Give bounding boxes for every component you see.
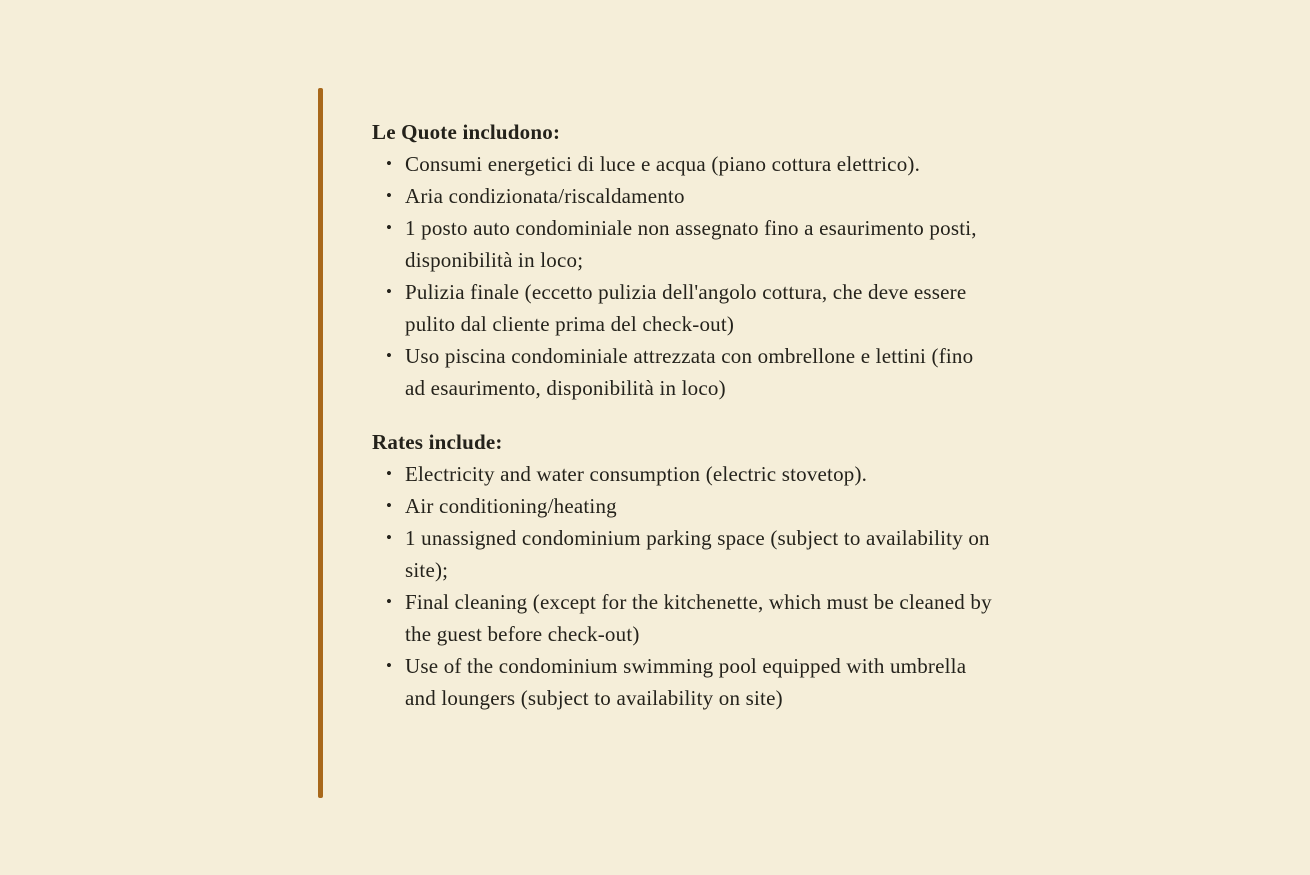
list-item-text: 1 posto auto condominiale non assegnato fino a esaurimento posti, disponibilità in loco;	[405, 216, 977, 272]
list-item	[372, 148, 997, 180]
list-item	[372, 458, 997, 490]
list-item-text: Uso piscina condominiale attrezzata con ombrellone e lettini (fino ad esaurimento, disponibilità in loco)	[405, 344, 974, 400]
list-item-text: Pulizia finale (eccetto pulizia dell'angolo cottura, che deve essere pulito dal cliente prima del check-out)	[405, 280, 967, 336]
list-item-text: Consumi energetici di luce e acqua (piano cottura elettrico).	[405, 152, 921, 176]
list-item	[372, 490, 997, 522]
list-item	[372, 276, 997, 340]
section-italian-rates	[372, 116, 997, 404]
list-item-text: Electricity and water consumption (electric stovetop).	[405, 462, 868, 486]
list-item-text: Use of the condominium swimming pool equipped with umbrella and loungers (subject to availability on site)	[405, 654, 967, 710]
list-item	[372, 650, 997, 714]
bullet-icon: •	[386, 592, 393, 611]
bullet-list-italian	[372, 148, 997, 404]
bullet-list-english	[372, 458, 997, 714]
list-item	[372, 180, 997, 212]
bullet-icon: •	[386, 656, 393, 675]
list-item-text: Final cleaning (except for the kitchenette, which must be cleaned by the guest before check-out)	[405, 590, 992, 646]
bullet-icon: •	[386, 528, 393, 547]
list-item	[372, 522, 997, 586]
list-item-text: Air conditioning/heating	[405, 494, 617, 518]
section-heading-italian: Le Quote includono:	[372, 120, 561, 144]
bullet-icon: •	[386, 496, 393, 515]
bullet-icon: •	[386, 186, 393, 205]
bullet-icon: •	[386, 346, 393, 365]
list-item	[372, 212, 997, 276]
section-heading-english: Rates include:	[372, 430, 503, 454]
content-block	[372, 116, 997, 714]
list-item	[372, 340, 997, 404]
bullet-icon: •	[386, 154, 393, 173]
bullet-icon: •	[386, 282, 393, 301]
list-item-text: 1 unassigned condominium parking space (subject to availability on site);	[405, 526, 990, 582]
list-item	[372, 586, 997, 650]
list-item-text: Aria condizionata/riscaldamento	[405, 184, 685, 208]
bullet-icon: •	[386, 464, 393, 483]
section-english-rates	[372, 426, 997, 714]
accent-divider-line	[318, 88, 323, 798]
bullet-icon: •	[386, 218, 393, 237]
